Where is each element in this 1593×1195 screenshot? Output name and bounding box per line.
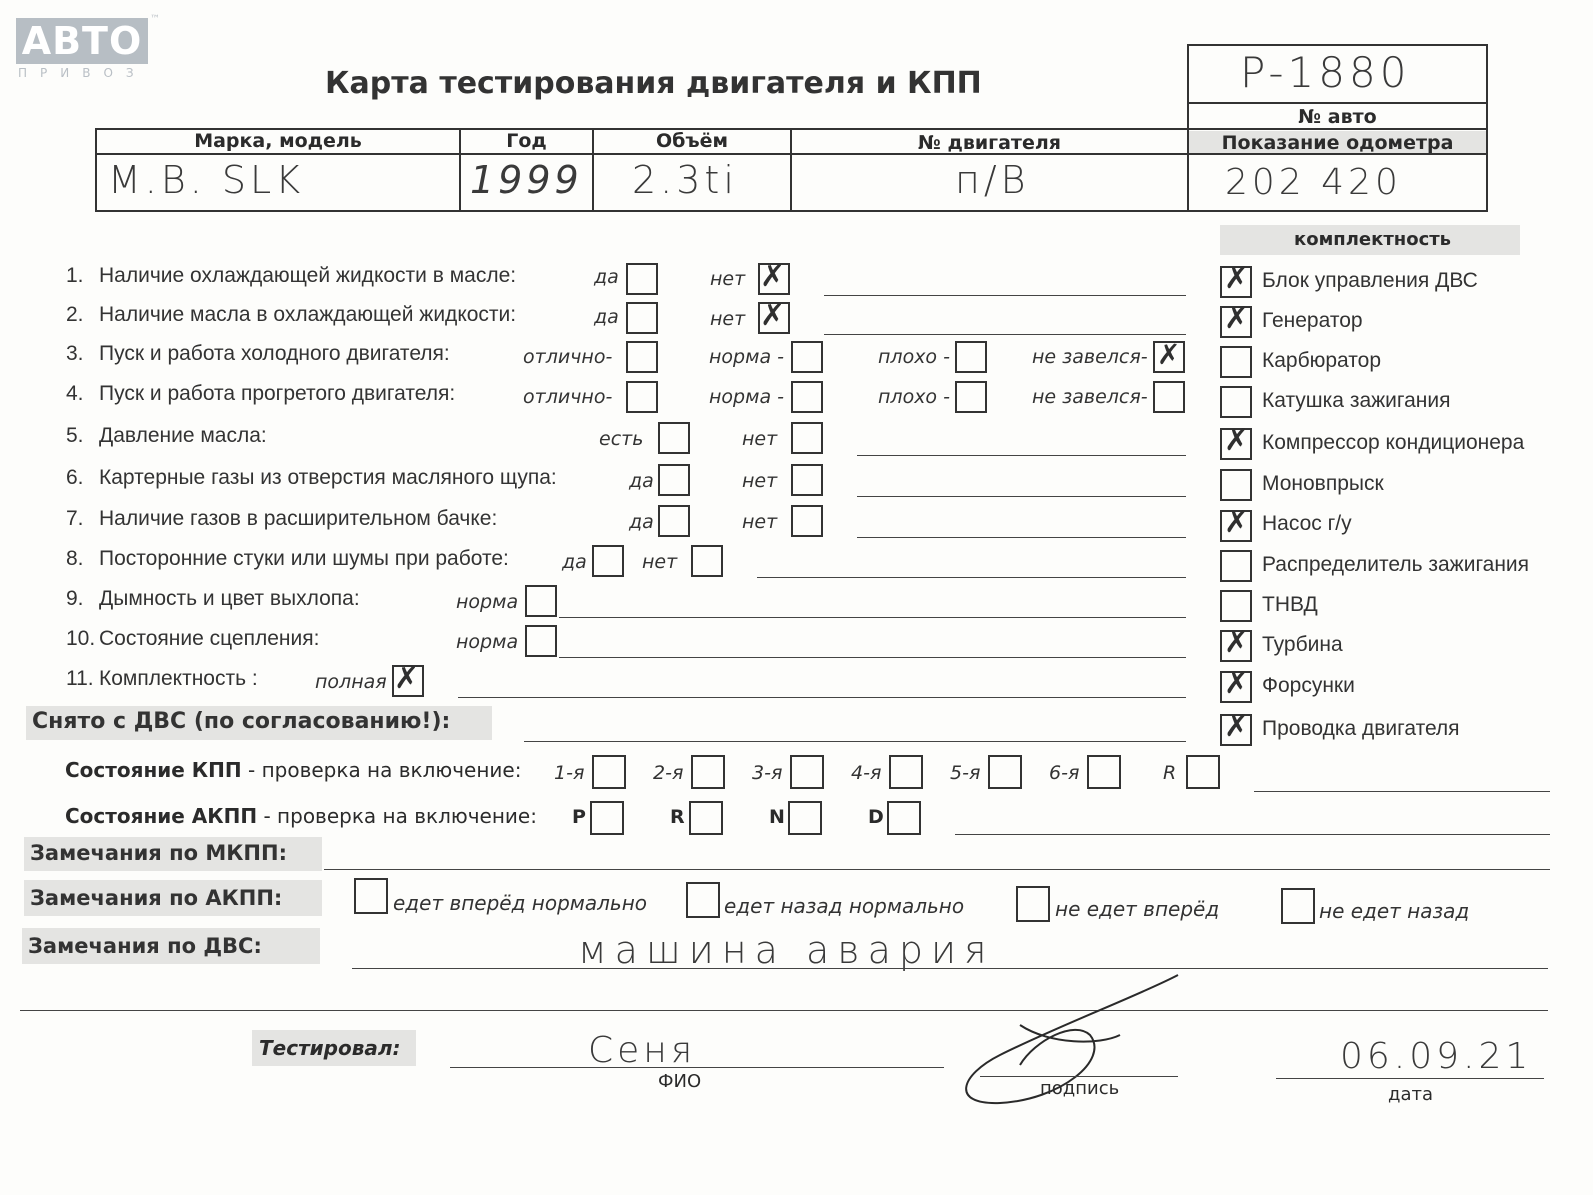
checkbox-da[interactable] bbox=[592, 545, 624, 577]
checkbox-no-forward[interactable] bbox=[1016, 886, 1050, 922]
checkbox-reverse[interactable] bbox=[689, 801, 723, 835]
gear-label: R bbox=[670, 806, 685, 828]
remarks-akpp-label: Замечания по АКПП: bbox=[30, 886, 283, 910]
test-date: 06.09.21 bbox=[1340, 1036, 1533, 1077]
option-label: норма bbox=[456, 591, 519, 613]
checkbox-da[interactable] bbox=[658, 464, 690, 496]
completeness-item: Катушка зажигания bbox=[1262, 389, 1451, 412]
signature-line bbox=[980, 1076, 1178, 1077]
completeness-item: ТНВД bbox=[1262, 593, 1318, 616]
completeness-item: Компрессор кондиционера bbox=[1262, 431, 1525, 454]
remarks-dvs-value: машина авария bbox=[578, 928, 995, 972]
kpp-label: Состояние КПП - проверка на включение: bbox=[65, 758, 522, 782]
option-label: нет bbox=[642, 551, 678, 573]
trademark-mark: ™ bbox=[150, 14, 160, 25]
row-number: 3. bbox=[66, 342, 84, 365]
check-mark: ✗ bbox=[1224, 625, 1250, 660]
row-number: 5. bbox=[66, 424, 84, 447]
completeness-item: Насос г/у bbox=[1262, 512, 1352, 535]
gear-label: 6-я bbox=[1049, 762, 1080, 784]
checkbox-excellent[interactable] bbox=[626, 341, 658, 373]
completeness-item: Проводка двигателя bbox=[1262, 717, 1460, 740]
row-label: Наличие газов в расширительном бачке: bbox=[99, 507, 498, 530]
checkbox-bad[interactable] bbox=[955, 381, 987, 413]
checkbox-present[interactable] bbox=[658, 422, 690, 454]
option-label: норма - bbox=[709, 346, 784, 368]
checkbox-net[interactable] bbox=[791, 422, 823, 454]
note-line bbox=[857, 455, 1186, 456]
checkbox-gear-5[interactable] bbox=[988, 755, 1022, 789]
check-mark: ✗ bbox=[760, 298, 786, 333]
date-line bbox=[1276, 1078, 1544, 1079]
row-label: Состояние сцепления: bbox=[99, 627, 320, 650]
completeness-item: Генератор bbox=[1262, 309, 1363, 332]
checkbox-gear-2[interactable] bbox=[691, 755, 725, 789]
row-label: Наличие масла в охлаждающей жидкости: bbox=[99, 303, 517, 326]
check-mark: ✗ bbox=[1224, 423, 1250, 458]
checkbox-normal[interactable] bbox=[791, 381, 823, 413]
row-label: Дымность и цвет выхлопа: bbox=[99, 587, 360, 610]
value-engine-number: п/В bbox=[955, 158, 1030, 202]
checkbox-tnvd[interactable] bbox=[1220, 590, 1252, 622]
row-label: Пуск и работа прогретого двигателя: bbox=[99, 382, 456, 405]
row-label: Картерные газы из отверстия масляного щупа: bbox=[99, 466, 557, 489]
avto-privoz-logo: АВТО bbox=[16, 18, 148, 64]
checkbox-normal[interactable] bbox=[525, 625, 557, 657]
completeness-item: Форсунки bbox=[1262, 674, 1355, 697]
name-line bbox=[450, 1067, 944, 1068]
row-number: 4. bbox=[66, 382, 84, 405]
note-line bbox=[559, 617, 1186, 618]
completeness-item: Турбина bbox=[1262, 633, 1343, 656]
removed-line bbox=[524, 741, 1186, 742]
akpp-option: не едет назад bbox=[1319, 899, 1470, 923]
gear-label: 4-я bbox=[851, 762, 882, 784]
akpp-option: не едет вперёд bbox=[1055, 897, 1220, 921]
gear-label: 3-я bbox=[752, 762, 783, 784]
option-label: да bbox=[594, 266, 619, 288]
row-label: Наличие охлаждающей жидкости в масле: bbox=[99, 264, 517, 287]
value-model: M.B. SLK bbox=[108, 158, 305, 202]
completeness-item: Блок управления ДВС bbox=[1262, 269, 1478, 292]
row-label: Давление масла: bbox=[99, 424, 267, 447]
note-line bbox=[458, 697, 1186, 698]
auto-number-value: P-1880 bbox=[1240, 48, 1411, 97]
row-number: 9. bbox=[66, 587, 84, 610]
note-line bbox=[857, 496, 1186, 497]
checkbox-gear-r[interactable] bbox=[1186, 755, 1220, 789]
option-label: не завелся- bbox=[1032, 386, 1148, 408]
checkbox-normal[interactable] bbox=[525, 585, 557, 617]
note-line bbox=[824, 295, 1186, 296]
option-label: нет bbox=[710, 268, 746, 290]
checkbox-normal[interactable] bbox=[791, 341, 823, 373]
value-odometer: 202 420 bbox=[1225, 162, 1402, 203]
akpp-line bbox=[955, 834, 1550, 835]
option-label: нет bbox=[710, 308, 746, 330]
completeness-item: Распределитель зажигания bbox=[1262, 553, 1530, 576]
row-number: 10. bbox=[66, 627, 96, 650]
option-label: есть bbox=[599, 428, 644, 450]
gear-label: N bbox=[769, 806, 785, 828]
completeness-item: Моновпрыск bbox=[1262, 472, 1384, 495]
checkbox-gear-1[interactable] bbox=[592, 755, 626, 789]
option-label: да bbox=[594, 306, 619, 328]
check-mark: ✗ bbox=[1224, 301, 1250, 336]
checkbox-ignition-coil[interactable] bbox=[1220, 386, 1252, 418]
checkbox-gear-3[interactable] bbox=[790, 755, 824, 789]
option-label: нет bbox=[742, 428, 778, 450]
akpp-option: едет вперёд нормально bbox=[393, 891, 648, 915]
checkbox-gear-6[interactable] bbox=[1087, 755, 1121, 789]
value-year: 1999 bbox=[470, 158, 583, 202]
checkbox-no-start[interactable] bbox=[1153, 381, 1185, 413]
option-label: плохо - bbox=[878, 386, 950, 408]
checkbox-monoinjection[interactable] bbox=[1220, 469, 1252, 501]
check-mark: ✗ bbox=[1224, 666, 1250, 701]
remarks-dvs-line-2 bbox=[20, 1010, 1548, 1011]
check-mark: ✗ bbox=[1224, 261, 1250, 296]
option-label: да bbox=[629, 511, 654, 533]
option-label: норма - bbox=[709, 386, 784, 408]
tested-by-label: Тестировал: bbox=[259, 1036, 401, 1060]
option-label: плохо - bbox=[878, 346, 950, 368]
header-year: Год bbox=[506, 130, 547, 152]
check-mark: ✗ bbox=[1157, 338, 1181, 371]
check-mark: ✗ bbox=[394, 661, 420, 696]
option-label: нет bbox=[742, 470, 778, 492]
row-number: 2. bbox=[66, 303, 84, 326]
value-volume: 2.3ti bbox=[632, 158, 738, 202]
note-line bbox=[857, 537, 1186, 538]
checkbox-drive[interactable] bbox=[887, 801, 921, 835]
checkbox-reverse-ok[interactable] bbox=[686, 882, 720, 918]
name-caption: ФИО bbox=[658, 1071, 702, 1092]
row-label: Пуск и работа холодного двигателя: bbox=[99, 342, 450, 365]
row-label: Комплектность : bbox=[99, 667, 258, 690]
date-caption: дата bbox=[1388, 1084, 1433, 1105]
row-number: 8. bbox=[66, 547, 84, 570]
option-label: отлично- bbox=[523, 386, 613, 408]
row-number: 11. bbox=[66, 667, 94, 690]
checkbox-net[interactable] bbox=[791, 505, 823, 537]
option-label: да bbox=[562, 551, 587, 573]
checkbox-da[interactable] bbox=[658, 505, 690, 537]
note-line bbox=[824, 334, 1186, 335]
header-model: Марка, модель bbox=[194, 130, 362, 152]
gear-label: 5-я bbox=[950, 762, 981, 784]
gear-label: P bbox=[572, 806, 586, 828]
logo-subtitle: ПРИВОЗ bbox=[18, 66, 147, 80]
checkbox-bad[interactable] bbox=[955, 341, 987, 373]
tester-name: Сеня bbox=[588, 1030, 697, 1071]
remarks-mkpp-label: Замечания по МКПП: bbox=[30, 841, 287, 865]
checkbox-no-reverse[interactable] bbox=[1281, 888, 1315, 924]
gear-label: D bbox=[868, 806, 884, 828]
row-label: Посторонние стуки или шумы при работе: bbox=[99, 547, 509, 570]
completeness-item: Карбюратор bbox=[1262, 349, 1382, 372]
checkbox-net[interactable] bbox=[691, 545, 723, 577]
akpp-label: Состояние АКПП - проверка на включение: bbox=[65, 804, 537, 828]
checkbox-da[interactable] bbox=[626, 263, 658, 295]
removed-label: Снято с ДВС (по согласованию!): bbox=[32, 709, 451, 734]
check-mark: ✗ bbox=[760, 259, 786, 294]
checkbox-excellent[interactable] bbox=[626, 381, 658, 413]
kpp-line bbox=[1254, 791, 1550, 792]
option-label: да bbox=[629, 470, 654, 492]
page-title: Карта тестирования двигателя и КПП bbox=[325, 66, 982, 101]
checkbox-da[interactable] bbox=[626, 302, 658, 334]
auto-number-label: № авто bbox=[1187, 102, 1488, 130]
check-mark: ✗ bbox=[1224, 709, 1250, 744]
row-number: 7. bbox=[66, 507, 84, 530]
signature-caption: подпись bbox=[1040, 1078, 1120, 1099]
checkbox-carburetor[interactable] bbox=[1220, 346, 1252, 378]
completeness-title: комплектность bbox=[1294, 229, 1452, 250]
header-odometer: Показание одометра bbox=[1221, 132, 1454, 154]
note-line bbox=[757, 577, 1186, 578]
option-label: норма bbox=[456, 631, 519, 653]
checkbox-forward-ok[interactable] bbox=[354, 878, 388, 914]
gear-label: 1-я bbox=[554, 762, 585, 784]
akpp-option: едет назад нормально bbox=[724, 894, 965, 918]
header-engine-number: № двигателя bbox=[918, 132, 1061, 154]
check-mark: ✗ bbox=[1224, 505, 1250, 540]
option-label: полная bbox=[315, 671, 387, 693]
row-number: 6. bbox=[66, 466, 84, 489]
note-line bbox=[559, 657, 1186, 658]
header-volume: Объём bbox=[655, 130, 729, 152]
option-label: нет bbox=[742, 511, 778, 533]
option-label: отлично- bbox=[523, 346, 613, 368]
row-number: 1. bbox=[66, 264, 84, 287]
remarks-mkpp-line bbox=[324, 869, 1550, 870]
checkbox-neutral[interactable] bbox=[788, 801, 822, 835]
checkbox-distributor[interactable] bbox=[1220, 550, 1252, 582]
gear-label: 2-я bbox=[653, 762, 684, 784]
checkbox-gear-4[interactable] bbox=[889, 755, 923, 789]
checkbox-park[interactable] bbox=[590, 801, 624, 835]
checkbox-net[interactable] bbox=[791, 464, 823, 496]
remarks-dvs-label: Замечания по ДВС: bbox=[28, 934, 262, 958]
gear-label: R bbox=[1163, 762, 1177, 784]
option-label: не завелся- bbox=[1032, 346, 1148, 368]
